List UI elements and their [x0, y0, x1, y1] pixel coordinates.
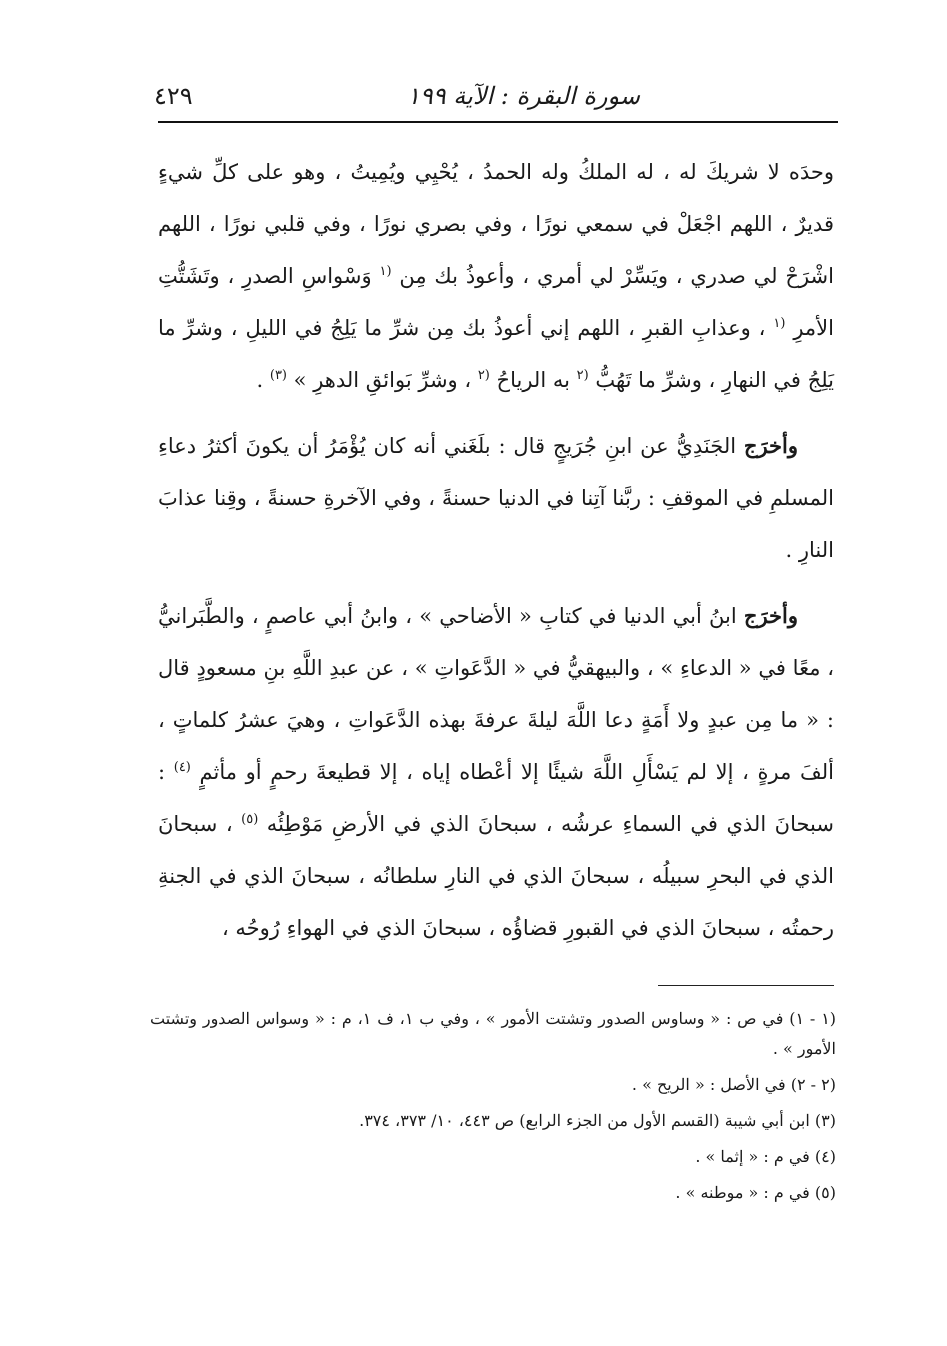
text-run: : سبحانَ الذي في السماءِ عرشُه ، سبحانَ الذي في الأرضِ مَوْطِئُه	[158, 760, 834, 836]
paragraph-lead: وأخرَج	[743, 433, 798, 458]
page-number: ٤٢٩	[154, 82, 193, 110]
footnotes	[150, 1004, 836, 1214]
footnote-ref: (٢	[576, 368, 589, 383]
text-run: الجَنَدِيُّ عن ابنِ جُرَيجٍ قال : بلَغَني أنه كان يُؤْمَرُ أن يكونَ أكثرُ دعاءِ المسلمِ في الموقفِ : ربَّنا آتِنا في الدنيا حسنةً ، وفي الآخرةِ حسنةً ، وقِنا عذابَ النارِ .	[158, 434, 834, 562]
paragraph-1	[158, 146, 834, 406]
footnote-ref: (٢	[477, 368, 490, 383]
footnote-ref: (٥)	[241, 812, 259, 827]
text-run: ، سبحانَ الذي في البحرِ سبيلُه ، سبحانَ الذي في النارِ سلطانُه ، سبحانَ الذي في الجنةِ رحمتُه ، سبحانَ الذي في القبورِ قضاؤُه ، سبحانَ الذي في الهواءِ رُوحُه ،	[158, 812, 834, 940]
footnote: (٢ - ٢) في الأصل : « الريح » .	[631, 1075, 836, 1094]
header-rule	[158, 121, 838, 123]
main-text	[158, 146, 834, 968]
text-run: .	[256, 368, 270, 392]
text-run: ، وشرِّ بَوائقِ الدهرِ »	[287, 368, 478, 392]
footnote-ref: (١	[379, 264, 392, 279]
text-run: وحدَه لا شريكَ له ، له الملكُ وله الحمدُ ، يُحْيِي ويُمِيتُ ، وهو على كلِّ شيءٍ قديرٌ ، اللهم اجْعَلْ في سمعي نورًا ، وفي بصري نورًا ، وفي قلبي نورًا ، اللهم اشْرَحْ لي صدري ، ويَسِّرْ لي أمري ، وأعوذُ بك مِن	[158, 160, 834, 288]
footnote: (٤) في م : « إثما » .	[695, 1147, 836, 1166]
text-run: وَسْواسِ الصدرِ ، وتَشَتُّتِ الأمرِ	[158, 264, 834, 340]
footnote: (٣) ابن أبي شيبة (القسم الأول من الجزء الرابع) ص ٤٤٣، ١٠/ ٣٧٣، ٣٧٤.	[359, 1111, 836, 1130]
text-run: ابنُ أبي الدنيا في كتابِ « الأضاحي » ، وابنُ أبي عاصمٍ ، والطَّبَرانيُّ ، معًا في « الدعاءِ » ، والبيهقيُّ في « الدَّعَواتِ » ، عن عبدِ اللَّهِ بنِ مسعودٍ قال : « ما مِن عبدٍ ولا أَمَةٍ دعا اللَّهَ ليلةَ عرفةَ بهذه الدَّعَواتِ ، وهيَ عشرُ كلماتٍ ، ألفَ مرةٍ ، إلا لم يَسْأَلِ اللَّهَ شيئًا إلا أعْطاه إياه ، إلا قطيعةَ رحمٍ أو مأثمٍ	[158, 604, 834, 784]
running-head: سورة البقرة : الآية ١٩٩	[406, 82, 640, 110]
page-header	[148, 68, 836, 118]
paragraph-lead: وأخرَج	[743, 603, 798, 628]
footnote: (٥) في م : « موطنه » .	[675, 1183, 836, 1202]
footnote-ref: (١	[773, 316, 786, 331]
paragraph-3	[158, 590, 834, 954]
footnote-ref: (٤)	[173, 760, 191, 775]
text-run: ، وعذابِ القبرِ ، اللهم إني أعوذُ بك مِن شرِّ ما يَلِجُ في الليلِ ، وشرِّ ما يَلِجُ في النهارِ ، وشرِّ ما تَهُبُّ	[158, 316, 834, 392]
footnote-ref: (٣)	[269, 368, 287, 383]
text-run: به الرياحُ	[489, 368, 577, 392]
footnote-separator	[658, 985, 834, 986]
footnote: (١ - ١) في ص : « وساوس الصدور وتشتت الأمور » ، وفي ب ١، ف ١، م : « وسواس الصدور وتشتت الأمور » .	[150, 1009, 837, 1058]
paragraph-2	[158, 420, 834, 576]
